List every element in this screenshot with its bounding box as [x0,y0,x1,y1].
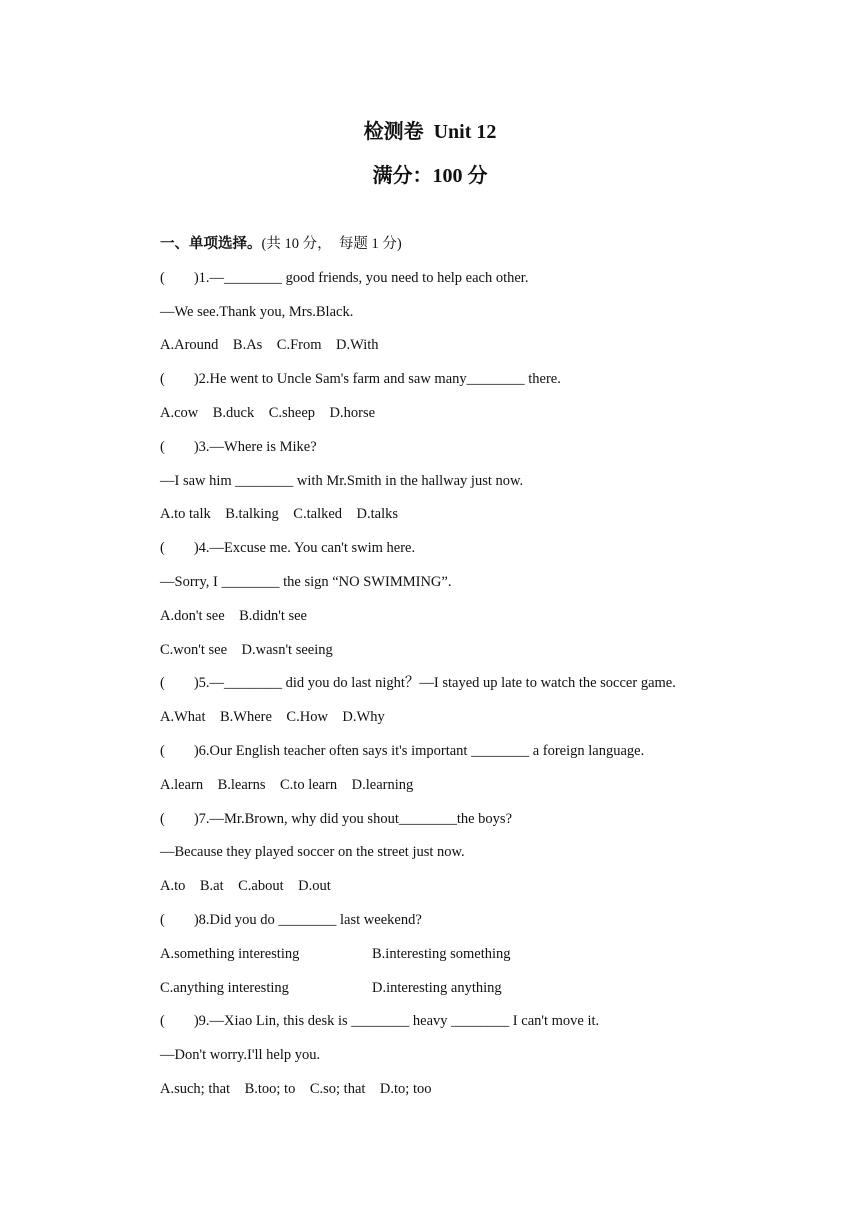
question-line: ( )2.He went to Uncle Sam's farm and saw many________ there. [160,371,561,388]
option-left: A.something interesting [160,945,300,962]
question-line: —Because they played soccer on the street just now. [160,844,465,861]
question-line: ( )5.—________ did you do last night？—I stayed up late to watch the soccer game. [160,675,676,692]
option-row [160,978,780,1012]
question-line: A.to talk B.talking C.talked D.talks [160,506,399,523]
question-line: ( )7.—Mr.Brown, why did you shout________the boys? [160,810,513,827]
question-line: —Don't worry.I'll help you. [160,1047,321,1064]
option-right: D.interesting anything [372,979,502,996]
question-line: A.What B.Where C.How D.Why [160,709,385,726]
question-line: A.don't see B.didn't see [160,607,307,624]
option-right: B.interesting something [372,945,511,962]
question-list [160,234,780,1113]
question-line: A.cow B.duck C.sheep D.horse [160,404,376,421]
exam-title: 检测卷 Unit 12 [363,121,497,143]
question-line: —We see.Thank you, Mrs.Black. [160,303,354,320]
section-heading-note: (共 10 分， 每题 1 分) [261,236,402,252]
question-line: A.Around B.As C.From D.With [160,337,379,354]
question-line: —Sorry, I ________ the sign “NO SWIMMING”. [160,573,452,590]
score-line: 满分：100 分 [372,165,488,187]
question-line: ( )1.—________ good friends, you need to help each other. [160,269,529,286]
option-left: C.anything interesting [160,979,289,996]
section-heading-lead: 一、单项选择。 [160,236,262,252]
question-line: A.learn B.learns C.to learn D.learning [160,776,414,793]
question-lines [160,268,780,1113]
question-line: ( )6.Our English teacher often says it's important ________ a foreign language. [160,742,645,759]
question-line: A.to B.at C.about D.out [160,878,331,895]
question-line: C.won't see D.wasn't seeing [160,641,333,658]
option-row [160,944,780,978]
question-line: ( )8.Did you do ________ last weekend? [160,911,422,928]
question-line: ( )9.—Xiao Lin, this desk is ________ heavy ________ I can't move it. [160,1013,600,1030]
question-line: ( )3.—Where is Mike? [160,438,317,455]
question-line: ( )4.—Excuse me. You can't swim here. [160,540,416,557]
question-line: —I saw him ________ with Mr.Smith in the hallway just now. [160,472,524,489]
question-line: A.such; that B.too; to C.so; that D.to; too [160,1080,432,1097]
section-heading [160,234,780,268]
